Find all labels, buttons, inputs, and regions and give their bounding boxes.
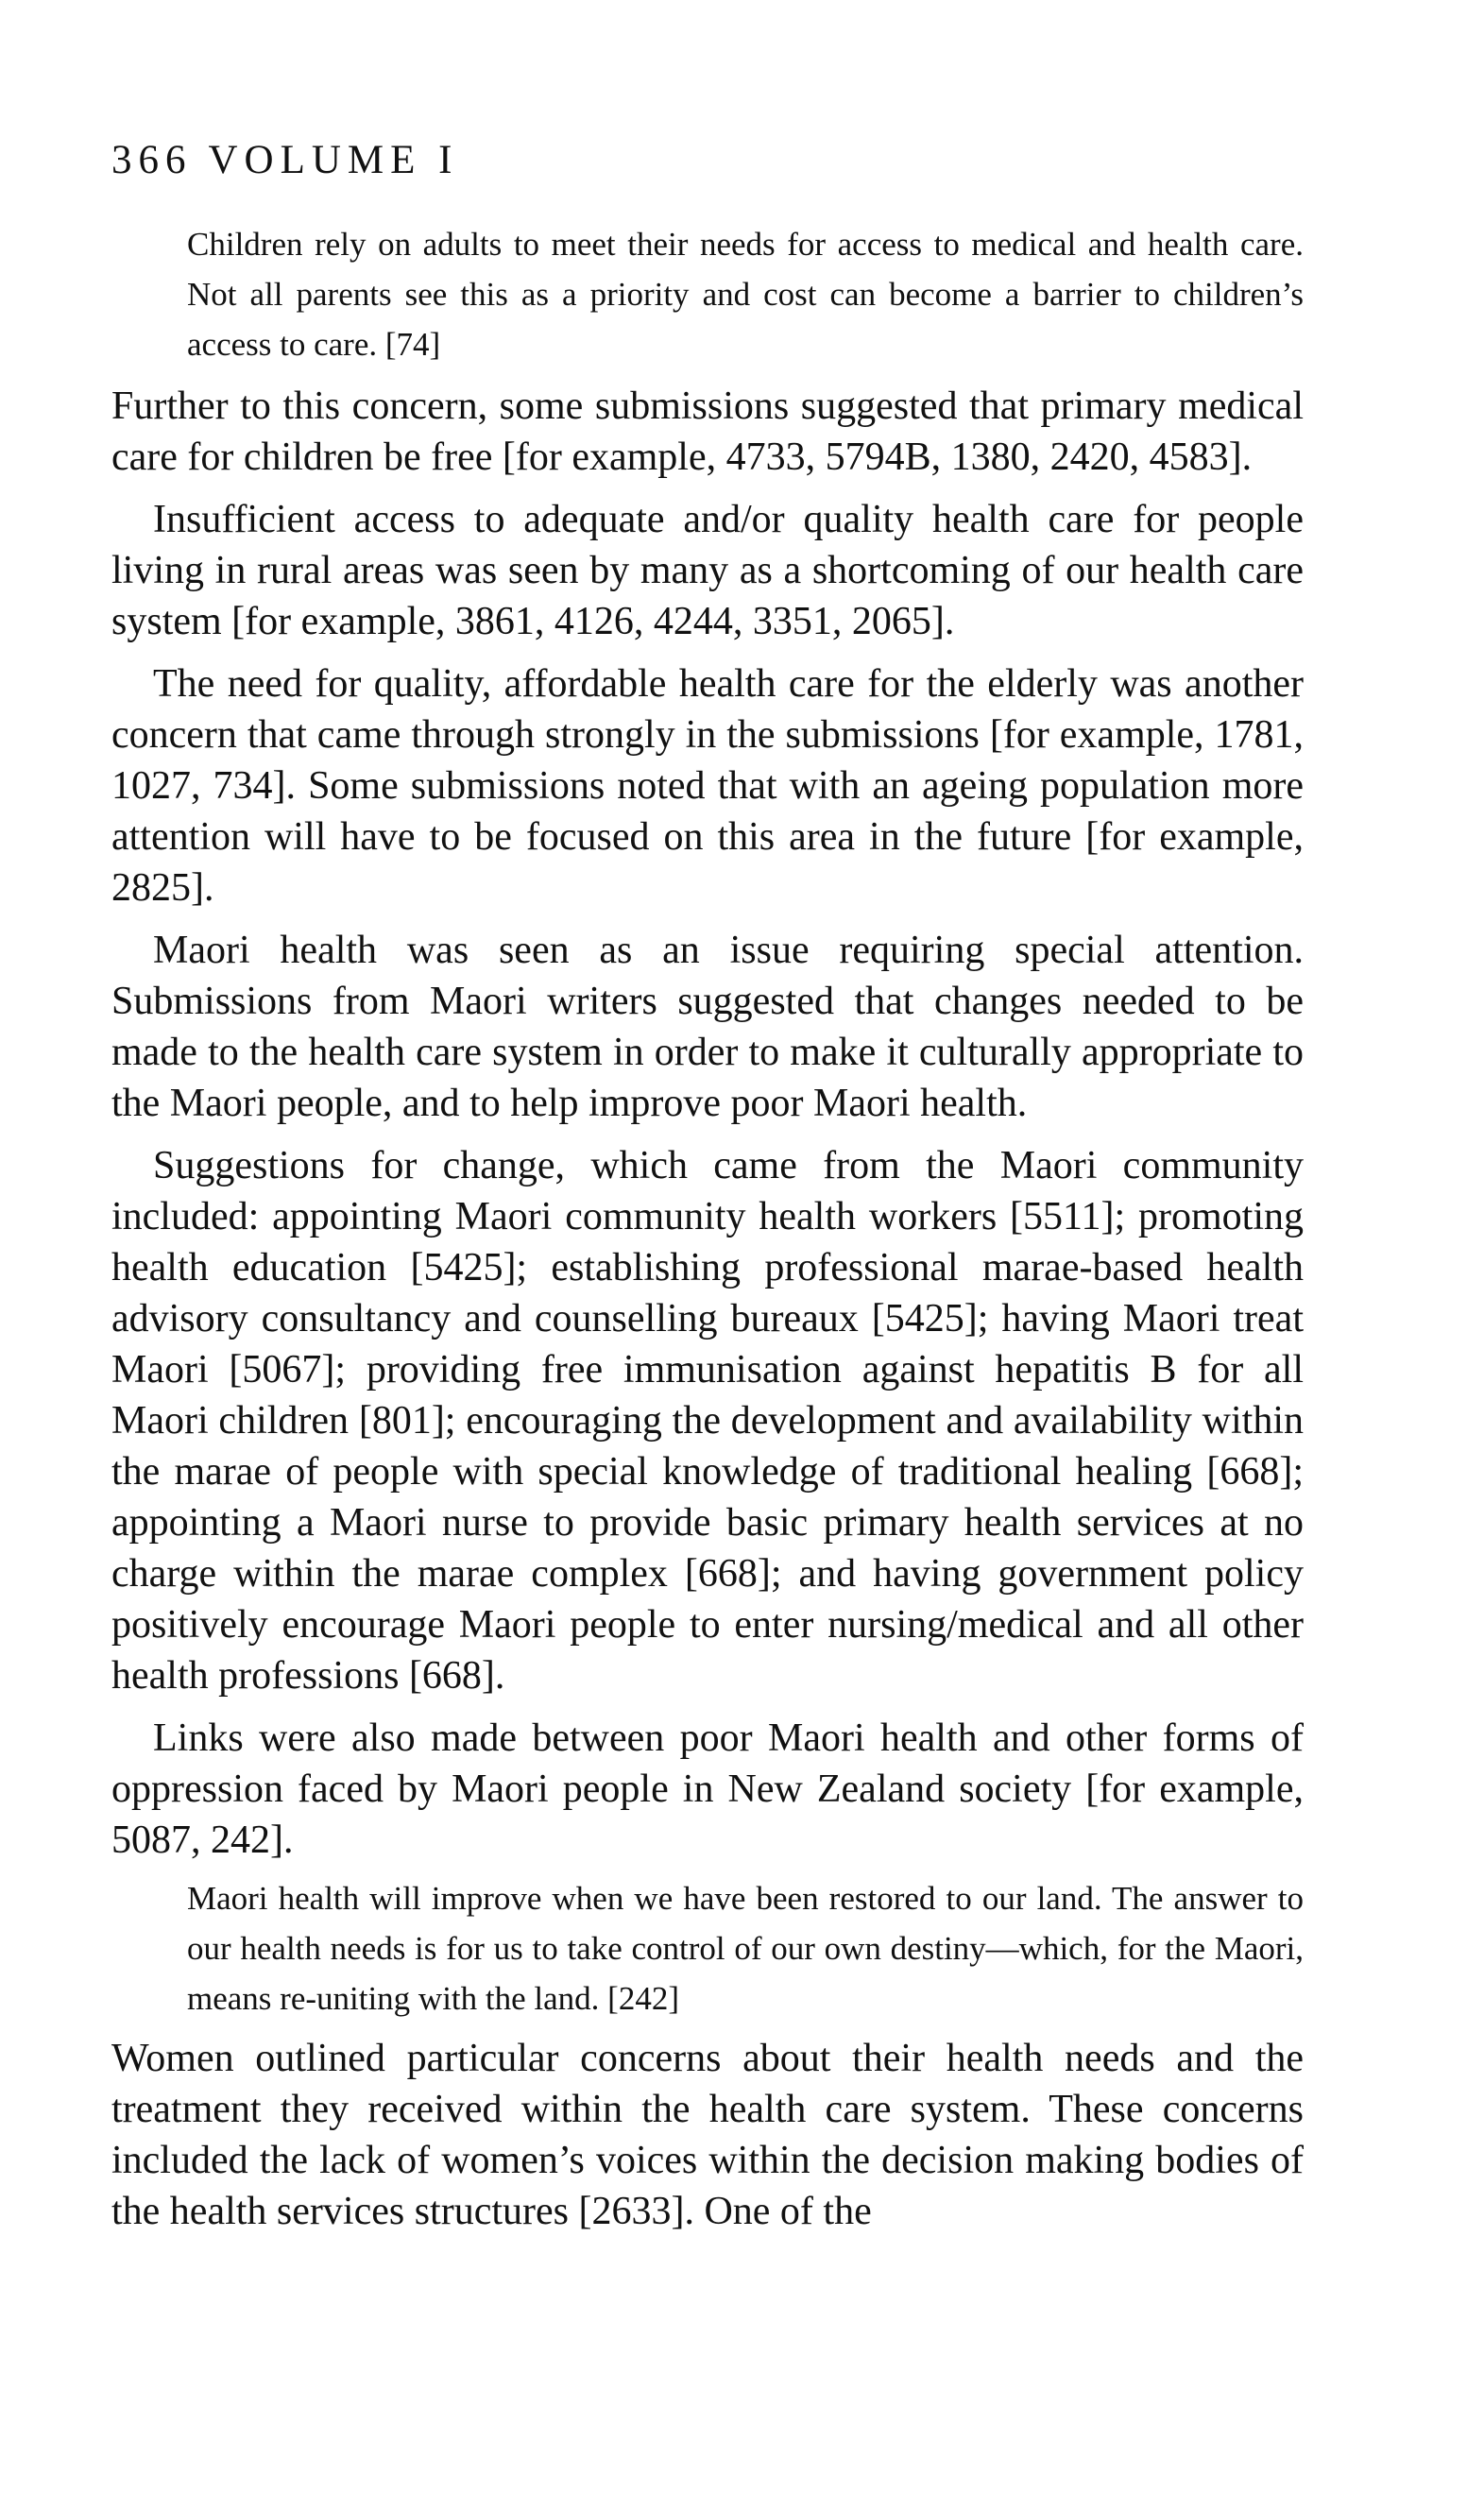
page-body [111,219,1304,2237]
running-header [111,140,458,180]
paragraph-women-concerns: Women outlined particular concerns about their health needs and the treatment they received within the health care system. These concerns included the lack of women’s voices within the decision making bodies of the health services structures [2633]. One of the [111,2037,1304,2233]
paragraph-free-primary-care: Further to this concern, some submissions suggested that primary medical care for children be free [for example, 4733, 5794B, 1380, 2420, 4583]. [111,384,1304,479]
block-quote-children: Children rely on adults to meet their needs for access to medical and health care. Not all parents see this as a priority and cost can become a barrier to children’s access to care. [74] [187,226,1304,363]
paragraph-maori-suggestions: Suggestions for change, which came from the Maori community included: appointing Maori community health workers [5511]; promoting health education [5425]; establishing professional marae-based health advisory consultancy and counselling bureaux [5425]; having Maori treat Maori [5067]; providing free immunisation against hepatitis B for all Maori children [801]; encouraging the development and availability within the marae of people with special knowledge of traditional healing [668]; appointing a Maori nurse to provide basic primary health services at no charge within the marae complex [668]; and having government policy positively encourage Maori people to enter nursing/medical and all other health professions [668]. [111,1144,1304,1698]
block-quote-land: Maori health will improve when we have been restored to our land. The answer to our health needs is for us to take control of our own destiny—which, for the Maori, means re-uniting with the land. [242] [187,1880,1304,2017]
paragraph-oppression-links: Links were also made between poor Maori health and other forms of oppression faced by Maori people in New Zealand society [for example, 5087, 242]. [111,1716,1304,1862]
paragraph-maori-health: Maori health was seen as an issue requiring special attention. Submissions from Maori writers suggested that changes needed to be made to the health care system in order to make it culturally appropriate to the Maori people, and to help improve poor Maori health. [111,929,1304,1125]
page-number: 366 [111,138,193,182]
paragraph-elderly-care: The need for quality, affordable health care for the elderly was another concern that came through strongly in the submissions [for example, 1781, 1027, 734]. Some submissions noted that with an ageing population more attention will have to be focused on this area in the future [for example, 2825]. [111,662,1304,910]
paragraph-rural-access: Insufficient access to adequate and/or quality health care for people living in rural areas was seen by many as a shortcoming of our health care system [for example, 3861, 4126, 4244, 3351, 2065]. [111,498,1304,643]
running-title: VOLUME I [208,138,459,182]
